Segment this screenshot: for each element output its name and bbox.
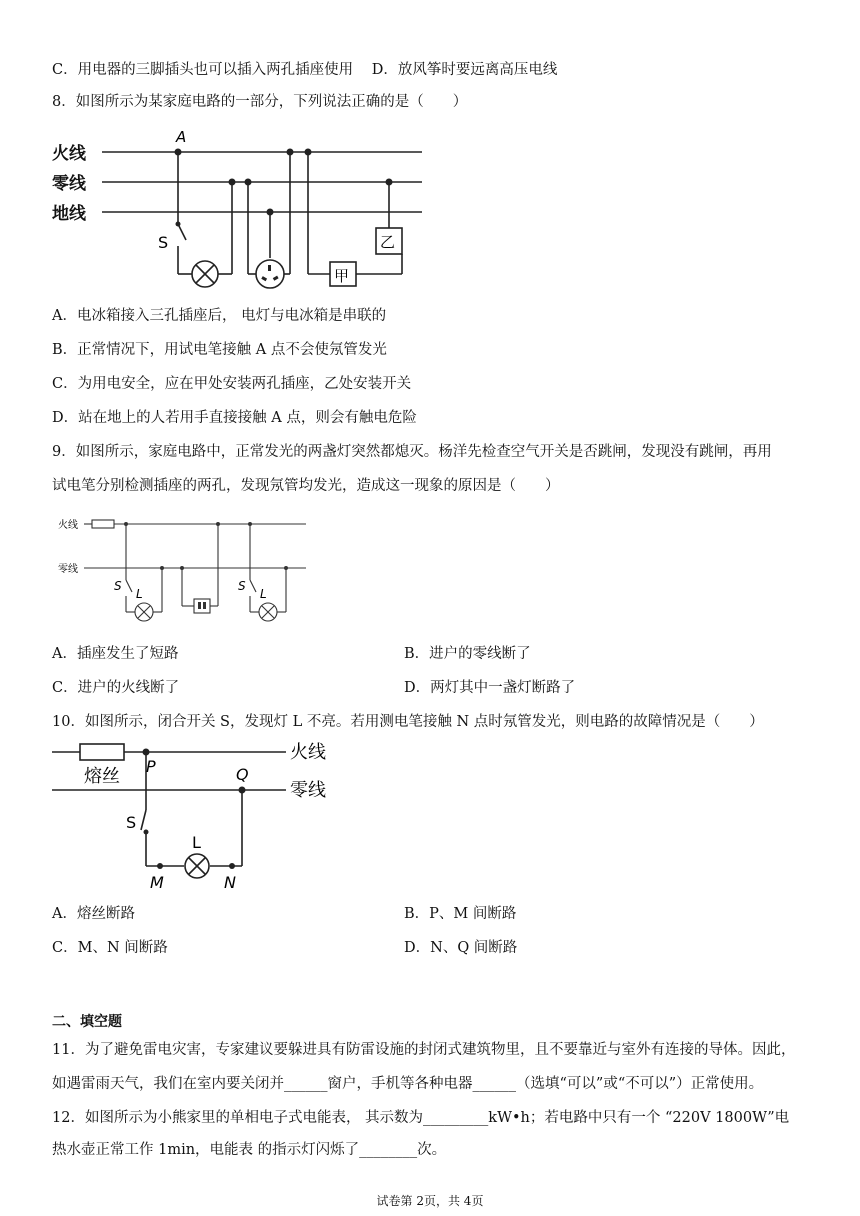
q8-option-c: C．为用电安全，应在甲处安装两孔插座，乙处安装开关 (52, 376, 412, 392)
q12-line2: 热水壶正常工作 1min，电能表 的指示灯闪烁了________次。 (52, 1142, 447, 1158)
q10-option-c: C．M、N 间断路 D．N、Q 间断路 (52, 940, 518, 956)
q8-switch-label: S (158, 233, 169, 252)
q8-option-d: D．站在地上的人若用手直接接触 A 点，则会有触电危险 (52, 410, 417, 426)
q10-neutral-label: 零线 (290, 780, 326, 801)
section-title-fill-in: 二、填空题 (52, 1014, 122, 1030)
q8-live-label: 火线 (52, 144, 86, 164)
q10-switch-label: S (126, 813, 137, 832)
q11-line2: 如遇雷雨天气，我们在室内要关闭并______窗户，手机等各种电器______（选填“可以”或“不可以”）正常使用。 (52, 1076, 764, 1092)
q9-option-b: B．进户的零线断了 (404, 646, 531, 662)
q9-switch1-label: S (114, 579, 122, 593)
q10-point-m-label: M (150, 873, 164, 892)
q7-option-d: D．放风筝时要远离高压电线 (371, 62, 558, 78)
page-footer: 试卷第 2页，共 4页 (376, 1194, 484, 1208)
q9-stem-line2: 试电笔分别检测插座的两孔，发现氖管均发光，造成这一现象的原因是（ ） (52, 478, 560, 494)
q9-stem-line1: 9．如图所示，家庭电路中，正常发光的两盏灯突然都熄灭。杨洋先检查空气开关是否跳闸，发现没有跳闸，再用 (52, 444, 772, 460)
q8-option-a: A．电冰箱接入三孔插座后， 电灯与电冰箱是串联的 (52, 308, 387, 324)
q9-neutral-label: 零线 (58, 564, 78, 575)
q9-option-c: C．进户的火线断了 D．两灯其中一盏灯断路了 (52, 680, 576, 696)
q8-option-b: B．正常情况下，用试电笔接触 A 点不会使氖管发光 (52, 342, 387, 358)
q8-box-yi-label: 乙 (380, 233, 396, 251)
q9-live-label: 火线 (58, 520, 78, 531)
q8-neutral-label: 零线 (52, 174, 86, 194)
q8-stem: 8．如图所示为某家庭电路的一部分，下列说法正确的是（ ） (52, 94, 468, 110)
q7-option-c: C．用电器的三脚插头也可以插入两孔插座使用 D．放风筝时要远离高压电线 (52, 62, 558, 78)
q8-circuit-diagram (50, 124, 430, 300)
q9-lamp2-label: L (260, 587, 267, 601)
q10-lamp-label: L (192, 833, 201, 852)
q10-option-d: D．N、Q 间断路 (404, 940, 518, 956)
q10-stem: 10．如图所示，闭合开关 S，发现灯 L 不亮。若用测电笔接触 N 点时氖管发光，则电路的故障情况是（ ） (52, 714, 764, 730)
q10-point-n-label: N (224, 873, 236, 892)
q10-point-p-label: P (146, 757, 156, 776)
q9-circuit-diagram (56, 510, 316, 632)
q10-option-a: A．熔丝断路 B．P、M 间断路 (52, 906, 517, 922)
q10-circuit-diagram (50, 738, 350, 894)
q10-fuse-label: 熔丝 (84, 766, 120, 787)
q9-lamp1-label: L (136, 587, 143, 601)
q8-box-jia-label: 甲 (334, 267, 350, 285)
q10-point-q-label: Q (236, 765, 249, 784)
q9-switch2-label: S (238, 579, 246, 593)
q9-option-a: A．插座发生了短路 B．进户的零线断了 (52, 646, 531, 662)
q8-point-a-label: A (176, 128, 187, 146)
q9-option-d: D．两灯其中一盏灯断路了 (404, 680, 576, 696)
q8-ground-label: 地线 (52, 204, 86, 224)
q12-line1: 12．如图所示为小熊家里的单相电子式电能表， 其示数为_________kW•h；若电路中只有一个 “220V 1800W”电 (52, 1110, 790, 1126)
q11-line1: 11．为了避免雷电灾害，专家建议要躲进具有防雷设施的封闭式建筑物里，且不要靠近与室外有连接的导体。因此， (52, 1042, 796, 1058)
q10-option-b: B．P、M 间断路 (404, 906, 517, 922)
q10-live-label: 火线 (290, 742, 326, 763)
